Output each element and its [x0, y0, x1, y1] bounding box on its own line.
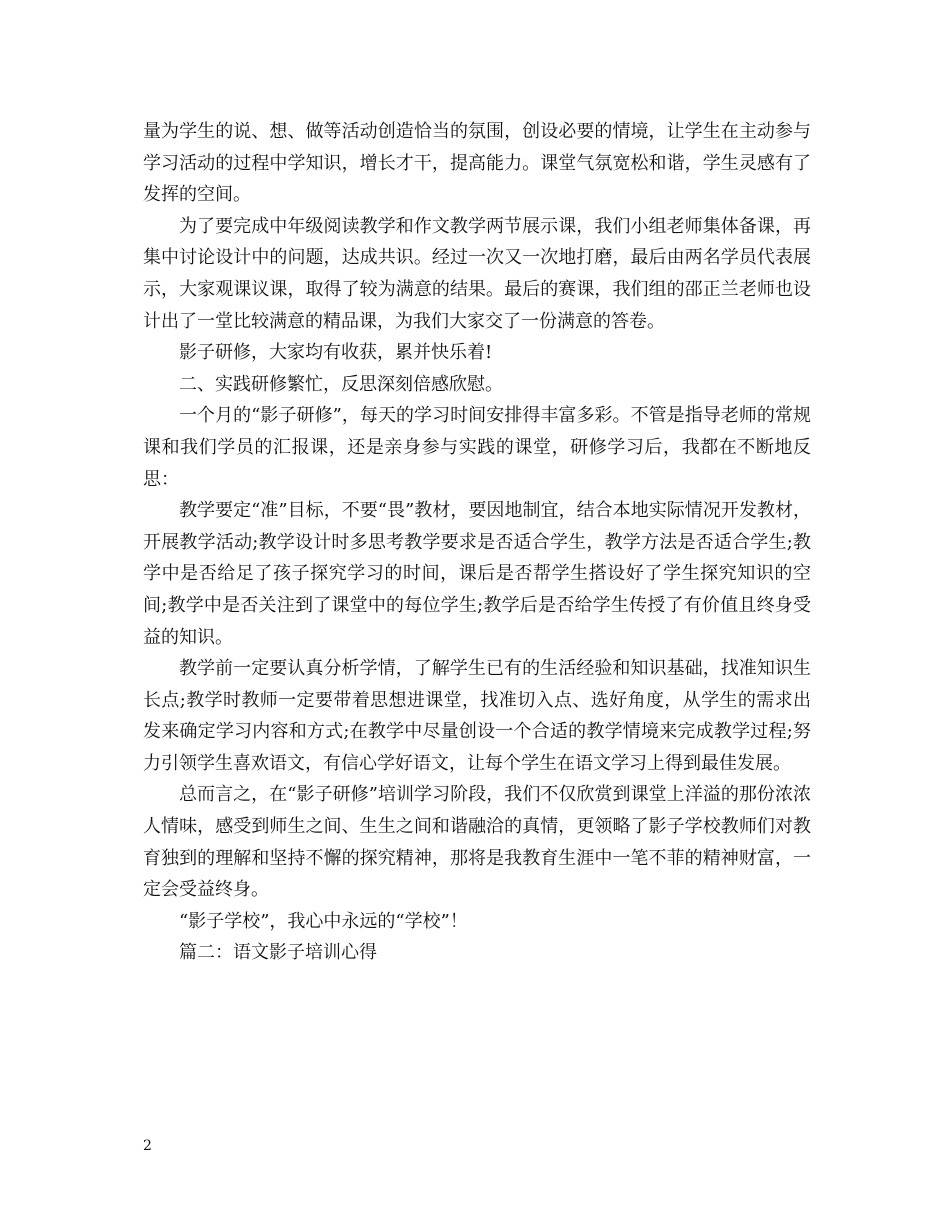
document-body	[143, 116, 811, 969]
section-heading-practice: 二、实践研修繁忙，反思深刻倍感欣慰。	[179, 373, 503, 395]
paragraph-8: 总而言之，在“影子研修”培训学习阶段，我们不仅欣赏到课堂上洋溢的那份浓浓人情味，感受到师生之间、生生之间和谐融洽的真情，更领略了影子学校教师们对教育独到的理解和坚持不懈的探究精神，那将是我教育生涯中一笔不菲的精神财富，一定会受益终身。	[143, 784, 811, 901]
paragraph-2: 为了要完成中年级阅读教学和作文教学两节展示课，我们小组老师集体备课，再集中讨论设计中的问题，达成共识。经过一次又一次地打磨，最后由两名学员代表展示，大家观课议课，取得了较为满意的结果。最后的赛课，我们组的邵正兰老师也设计出了一堂比较满意的精品课，为我们大家交了一份满意的答卷。	[143, 215, 811, 332]
closing-line: “影子学校”，我心中永远的“学校”！	[179, 910, 468, 932]
next-article-heading: 篇二：语文影子培训心得	[179, 942, 377, 964]
paragraph-5: 一个月的“影子研修”，每天的学习时间安排得丰富多彩。不管是指导老师的常规课和我们学员的汇报课，还是亲身参与实践的课堂，研修学习后，我都在不断地反思：	[143, 405, 811, 490]
paragraph-3: 影子研修，大家均有收获，累并快乐着!	[179, 342, 493, 364]
paragraph-1: 量为学生的说、想、做等活动创造恰当的氛围，创设必要的情境，让学生在主动参与学习活动的过程中学知识，增长才干，提高能力。课堂气氛宽松和谐，学生灵感有了发挥的空间。	[143, 121, 811, 206]
paragraph-7: 教学前一定要认真分析学情，了解学生已有的生活经验和知识基础，找准知识生长点;教学时教师一定要带着思想进课堂，找准切入点、选好角度，从学生的需求出发来确定学习内容和方式;在教学中尽量创设一个合适的教学情境来完成教学过程;努力引领学生喜欢语文，有信心学好语文，让每个学生在语文学习上得到最佳发展。	[143, 658, 811, 774]
paragraph-6: 教学要定“准”目标，不要“畏”教材，要因地制宜，结合本地实际情况开发教材，开展教学活动;教学设计时多思考教学要求是否适合学生，教学方法是否适合学生;教学中是否给足了孩子探究学习的时间，课后是否帮学生搭设好了学生探究知识的空间;教学中是否关注到了课堂中的每位学生;教学后是否给学生传授了有价值且终身受益的知识。	[143, 500, 811, 648]
page-number: 2	[143, 1138, 152, 1154]
